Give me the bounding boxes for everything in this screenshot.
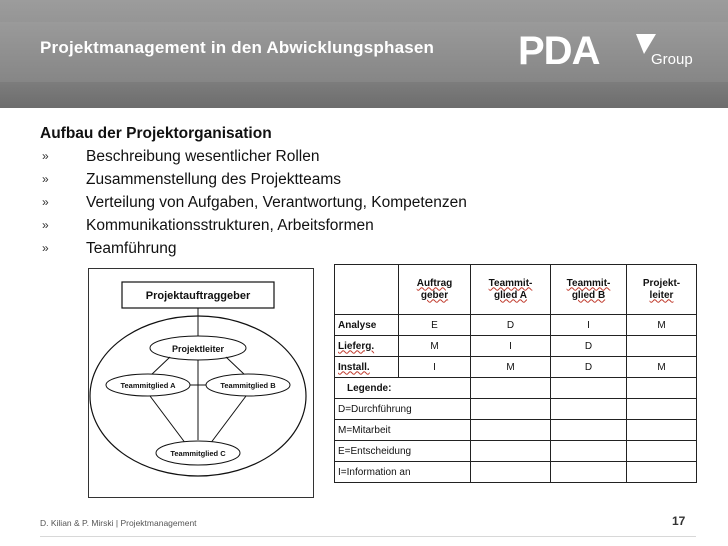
footer-divider — [40, 536, 696, 537]
bullet-mark: » — [42, 241, 49, 255]
empty-cell — [551, 420, 627, 441]
empty-cell — [471, 399, 551, 420]
bullet-mark: » — [42, 218, 49, 232]
matrix-header-cell — [471, 265, 551, 315]
slide-header — [0, 0, 728, 108]
matrix-cell: M — [471, 357, 551, 378]
legend-row — [335, 378, 697, 399]
matrix-cell: I — [399, 357, 471, 378]
slide-title: Projektmanagement in den Abwicklungsphasen — [40, 38, 435, 57]
logo-main-text: PDA — [518, 29, 600, 72]
legend-entry: E=Entscheidung — [335, 441, 471, 462]
matrix-row — [335, 315, 697, 336]
empty-cell — [627, 420, 697, 441]
legend-row — [335, 420, 697, 441]
bullet-mark: » — [42, 172, 49, 186]
bullet-text: Verteilung von Aufgaben, Verantwortung, Kompetenzen — [86, 194, 467, 211]
empty-cell — [471, 441, 551, 462]
matrix-row — [335, 336, 697, 357]
logo-sub-text: Group — [651, 51, 693, 68]
matrix-header-cell — [399, 265, 471, 315]
bullet-item — [40, 145, 467, 168]
empty-cell — [551, 378, 627, 399]
row-label-text: Install. — [338, 361, 370, 373]
row-label — [335, 357, 399, 378]
header-line: Auftrag — [416, 277, 453, 289]
matrix-cell: D — [551, 357, 627, 378]
matrix-cell: I — [471, 336, 551, 357]
header-line: Projekt- — [642, 277, 681, 289]
page-number: 17 — [672, 514, 686, 528]
bullet-item — [40, 168, 467, 191]
legend-title: Legende: — [335, 378, 471, 399]
matrix-cell: M — [627, 357, 697, 378]
matrix-cell: E — [399, 315, 471, 336]
matrix-cell: M — [399, 336, 471, 357]
header-line: Teammit- — [488, 277, 533, 289]
bullet-text: Zusammenstellung des Projektteams — [86, 171, 342, 188]
header-line: glied A — [494, 289, 527, 301]
matrix-row — [335, 357, 697, 378]
empty-cell — [551, 462, 627, 483]
pda-group-logo — [516, 28, 696, 72]
bullet-mark: » — [42, 149, 49, 163]
matrix-table — [334, 264, 697, 483]
member-b-label: Teammitglied B — [220, 381, 276, 390]
matrix-header-cell — [627, 265, 697, 315]
org-chart — [88, 268, 314, 498]
empty-cell — [627, 399, 697, 420]
empty-cell — [471, 420, 551, 441]
sponsor-label: Projektauftraggeber — [145, 290, 251, 302]
matrix-cell: D — [471, 315, 551, 336]
empty-cell — [551, 441, 627, 462]
legend-row — [335, 462, 697, 483]
bullet-item — [40, 191, 467, 214]
matrix-corner-cell — [335, 265, 399, 315]
matrix-header-cell — [551, 265, 627, 315]
bullet-text: Kommunikationsstrukturen, Arbeitsformen — [86, 217, 374, 234]
member-a-label: Teammitglied A — [120, 381, 176, 390]
empty-cell — [471, 378, 551, 399]
member-c-label: Teammitglied C — [170, 449, 226, 458]
empty-cell — [471, 462, 551, 483]
legend-row — [335, 441, 697, 462]
section-heading: Aufbau der Projektorganisation — [40, 125, 272, 142]
matrix-cell: M — [627, 315, 697, 336]
legend-row — [335, 399, 697, 420]
responsibility-matrix — [334, 264, 697, 483]
matrix-cell: D — [551, 336, 627, 357]
legend-entry: I=Information an — [335, 462, 471, 483]
empty-cell — [627, 441, 697, 462]
header-line: leiter — [649, 289, 674, 301]
matrix-cell — [627, 336, 697, 357]
footer-authors: D. Kilian & P. Mirski | Projektmanagement — [40, 518, 197, 528]
matrix-header-row — [335, 265, 697, 315]
row-label — [335, 336, 399, 357]
bullet-mark: » — [42, 195, 49, 209]
bullet-text: Teamführung — [86, 240, 177, 257]
row-label: Analyse — [335, 315, 399, 336]
empty-cell — [551, 399, 627, 420]
bullet-item — [40, 237, 467, 260]
bullet-section — [40, 122, 467, 260]
header-line: glied B — [571, 289, 606, 301]
empty-cell — [627, 462, 697, 483]
bullet-text: Beschreibung wesentlicher Rollen — [86, 148, 320, 165]
matrix-cell: I — [551, 315, 627, 336]
legend-entry: M=Mitarbeit — [335, 420, 471, 441]
header-line: Teammit- — [566, 277, 611, 289]
bullet-item — [40, 214, 467, 237]
empty-cell — [627, 378, 697, 399]
row-label-text: Lieferg. — [338, 340, 375, 352]
legend-entry: D=Durchführung — [335, 399, 471, 420]
leader-label: Projektleiter — [171, 344, 225, 354]
header-line: geber — [420, 289, 449, 301]
